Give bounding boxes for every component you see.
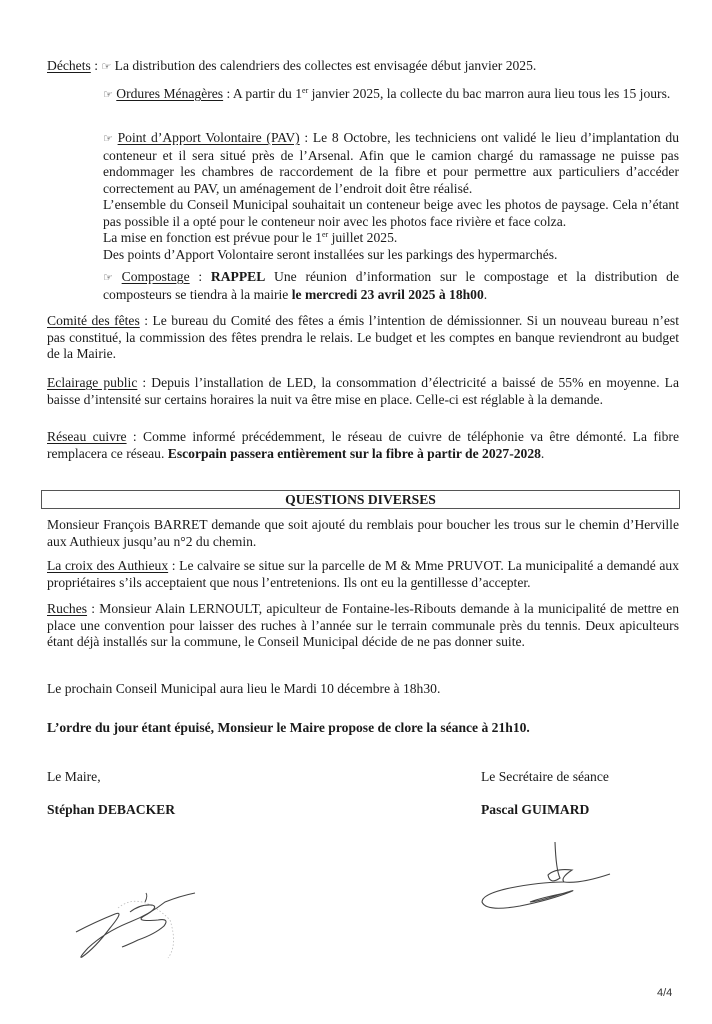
pointing-hand-icon: ☞ [103, 132, 113, 145]
secretaire-name: Pascal GUIMARD [481, 802, 590, 817]
maire-signature [60, 860, 200, 970]
ruches-label: Ruches [47, 601, 88, 616]
ruches-paragraph: Ruches : Monsieur Alain LERNOULT, apiculteur de Fontaine-les-Ribouts demande à la municipalité de mettre en place une convention pour laisser des ruches à l’année sur le terrain communale près du tennis. Deux apiculteurs étant déjà installés sur la commune, le Conseil Municipal décide de ne pas donner suite. [47, 601, 679, 650]
pav-mise-en-fonction: La mise en fonction est prévue pour le 1er juillet 2025. [103, 230, 398, 245]
maire-name: Stéphan DEBACKER [47, 802, 176, 817]
pav-label: Point d’Apport Volontaire (PAV) [117, 130, 300, 145]
dechets-label: Déchets [47, 58, 91, 73]
comite-label: Comité des fêtes [47, 313, 140, 328]
secretaire-title: Le Secrétaire de séance [481, 769, 609, 784]
eclairage-label: Eclairage public [47, 375, 138, 390]
croix-label: La croix des Authieux [47, 558, 169, 573]
page-number: 4/4 [657, 987, 673, 999]
cloture-seance: L’ordre du jour étant épuisé, Monsieur le Maire propose de clore la séance à 21h10. [47, 720, 530, 735]
pav-paragraph: ☞ Point d’Apport Volontaire (PAV) : Le 8 Octobre, les techniciens ont validé le lieu d’implantation du conteneur et il sera situé près de l’Arsenal. Afin que le camion chargé du ramassage ne puisse pas endommager les chambres de raccordement de la fibre et pour permettre aux particuliers d’accéder correctement au PAV, un aménagement de l’endroit doit être réalisé. [103, 130, 679, 196]
barret-paragraph: Monsieur François BARRET demande que soit ajouté du remblais pour boucher les trous sur le chemin d’Herville aux Authieux jusqu’au n°2 du chemin. [47, 517, 679, 549]
pointing-hand-icon: ☞ [103, 88, 113, 101]
questions-diverses-heading: QUESTIONS DIVERSES [41, 490, 680, 509]
compostage-date: le mercredi 23 avril 2025 à 18h00 [291, 286, 484, 302]
pointing-hand-icon: ☞ [103, 271, 113, 284]
pointing-hand-icon: ☞ [101, 60, 112, 73]
reseau-label: Réseau cuivre [47, 429, 127, 444]
ordures-menageres-paragraph: ☞ Ordures Ménagères : A partir du 1er janvier 2025, la collecte du bac marron aura lieu tous les 15 jours. [103, 86, 671, 101]
maire-title: Le Maire, [47, 769, 101, 784]
eclairage-paragraph: Eclairage public : Depuis l’installation de LED, la consommation d’électricité a baissé de 55% en moyenne. La baisse d’intensité sur certains horaires la nuit va être mise en place. Celle-ci est réglable à la demande. [47, 375, 679, 407]
dechets-intro: Déchets : ☞ La distribution des calendriers des collectes est envisagée début janvier 2025. [47, 58, 537, 73]
ordures-label: Ordures Ménagères [116, 86, 224, 101]
prochain-conseil: Le prochain Conseil Municipal aura lieu le Mardi 10 décembre à 18h30. [47, 681, 441, 696]
compostage-label: Compostage [121, 269, 190, 284]
comite-paragraph: Comité des fêtes : Le bureau du Comité des fêtes a émis l’intention de démissionner. Si un nouveau bureau n’est pas constitué, la commission des fêtes prendra le relais. Le budget et les comptes en banque reviendront au budget de la Mairie. [47, 313, 679, 362]
croix-paragraph: La croix des Authieux : Le calvaire se situe sur la parcelle de M & Mme PRUVOT. La municipalité a demandé aux propriétaires s’ils acceptaient que nous l’entretenions. Ils ont eu la gentillesse d’accepter. [47, 558, 679, 590]
compostage-paragraph: ☞ Compostage : RAPPEL Une réunion d’information sur le compostage et la distribution de composteurs se tiendra à la mairie le mercredi 23 avril 2025 à 18h00. [103, 269, 679, 302]
pav-hypermarches: Des points d’Apport Volontaire seront installées sur les parkings des hypermarchés. [103, 247, 558, 262]
secretaire-signature [460, 830, 620, 920]
reseau-paragraph: Réseau cuivre : Comme informé précédemment, le réseau de cuivre de téléphonie va être démonté. La fibre remplacera ce réseau. Escorpain passera entièrement sur la fibre à partir de 2027-2028. [47, 429, 679, 461]
pav-conteneur-paragraph: L’ensemble du Conseil Municipal souhaitait un conteneur beige avec les photos de paysage. Cela n’étant pas possible il a opté pour le conteneur noir avec les photos face rivière et face colza. [103, 197, 679, 229]
